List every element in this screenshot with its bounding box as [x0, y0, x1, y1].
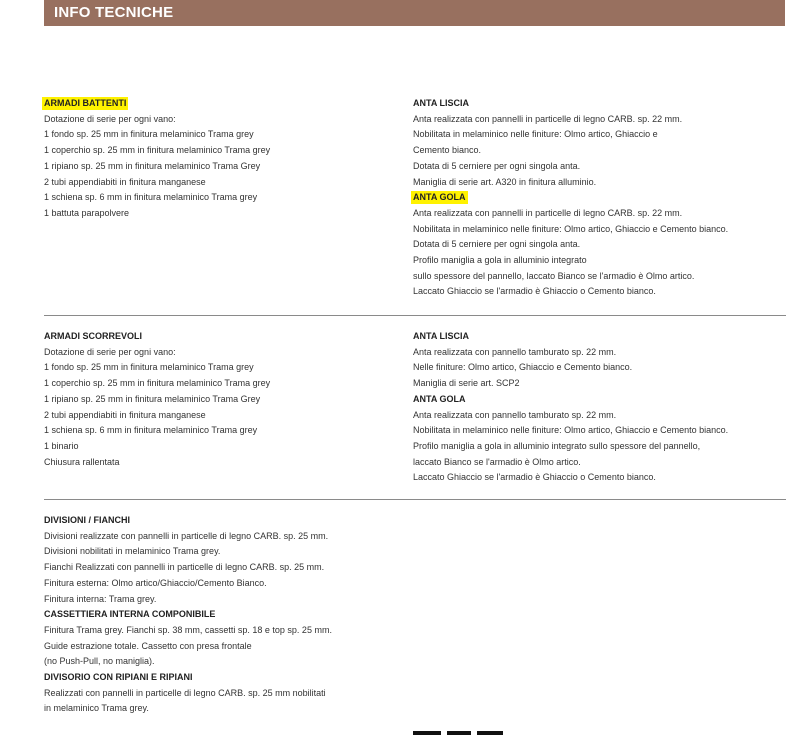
- text-line: Dotata di 5 cerniere per ogni singola anta.: [413, 160, 581, 171]
- text-line: Finitura interna: Trama grey.: [44, 593, 157, 604]
- text-line: Fianchi Realizzati con pannelli in particelle di legno CARB. sp. 25 mm.: [44, 562, 325, 573]
- armadi-battenti-block: [44, 96, 270, 222]
- text-line: Cemento bianco.: [413, 145, 482, 156]
- logo-fragment: [413, 729, 503, 735]
- text-line: Nelle finiture: Olmo artico, Ghiaccio e Cemento bianco.: [413, 362, 633, 373]
- page-title: INFO TECNICHE: [54, 4, 174, 21]
- text-line: Chiusura rallentata: [44, 456, 120, 467]
- text-line: Maniglia di serie art. A320 in finitura alluminio.: [413, 176, 597, 187]
- ante-scorrevoli-block: [413, 329, 728, 486]
- text-line: 1 coperchio sp. 25 mm in finitura melaminico Trama grey: [44, 378, 271, 389]
- text-line: Finitura Trama grey. Fianchi sp. 38 mm, cassetti sp. 18 e top sp. 25 mm.: [44, 624, 332, 635]
- text-line: Guide estrazione totale. Cassetto con presa frontale: [44, 640, 252, 651]
- section-divider: [44, 315, 786, 316]
- text-line: Profilo maniglia a gola in alluminio integrato: [413, 255, 587, 266]
- divisorio-heading: DIVISORIO CON RIPIANI E RIPIANI: [44, 672, 193, 683]
- logo-stroke: [477, 731, 503, 735]
- text-line: Realizzati con pannelli in particelle di legno CARB. sp. 25 mm nobilitati: [44, 687, 326, 698]
- text-line: Divisioni realizzate con pannelli in particelle di legno CARB. sp. 25 mm.: [44, 530, 329, 541]
- text-line: Laccato Ghiaccio se l'armadio è Ghiaccio o Cemento bianco.: [413, 286, 656, 297]
- header-bar: [44, 0, 785, 26]
- text-line: 1 schiena sp. 6 mm in finitura melaminico Trama grey: [44, 192, 258, 203]
- anta-liscia-heading: ANTA LISCIA: [413, 98, 469, 108]
- text-line: in melaminico Trama grey.: [44, 703, 149, 714]
- highlight-marker: ANTA GOLA: [413, 192, 466, 203]
- text-line: 1 fondo sp. 25 mm in finitura melaminico Trama grey: [44, 129, 254, 140]
- text-line: Laccato Ghiaccio se l'armadio è Ghiaccio o Cemento bianco.: [413, 472, 656, 483]
- text-line: Anta realizzata con pannello tamburato sp. 22 mm.: [413, 409, 617, 420]
- text-line: Anta realizzata con pannelli in particelle di legno CARB. sp. 22 mm.: [413, 207, 683, 218]
- logo-stroke: [413, 731, 441, 735]
- text-line: laccato Bianco se l'armadio è Olmo artico.: [413, 456, 581, 467]
- text-line: Nobilitata in melaminico nelle finiture: Olmo artico, Ghiaccio e Cemento bianco.: [413, 425, 729, 436]
- text-line: Dotata di 5 cerniere per ogni singola anta.: [413, 239, 581, 250]
- text-line: 2 tubi appendiabiti in finitura manganese: [44, 176, 206, 187]
- text-line: 1 ripiano sp. 25 mm in finitura melaminico Trama Grey: [44, 160, 261, 171]
- text-line: Finitura esterna: Olmo artico/Ghiaccio/Cemento Bianco.: [44, 577, 267, 588]
- armadi-scorrevoli-heading: ARMADI SCORREVOLI: [44, 331, 143, 341]
- text-line: Anta realizzata con pannelli in particelle di legno CARB. sp. 22 mm.: [413, 113, 683, 124]
- anta-gola-heading: [413, 190, 728, 206]
- text-line: 1 ripiano sp. 25 mm in finitura melaminico Trama Grey: [44, 393, 261, 404]
- armadi-scorrevoli-block: [44, 329, 270, 470]
- text-line: Anta realizzata con pannello tamburato sp. 22 mm.: [413, 346, 617, 357]
- text-line: Dotazione di serie per ogni vano:: [44, 113, 176, 124]
- text-line: Profilo maniglia a gola in alluminio integrato sullo spessore del pannello,: [413, 440, 701, 451]
- text-line: 2 tubi appendiabiti in finitura manganese: [44, 409, 206, 420]
- section-divider: [44, 499, 786, 500]
- logo-stroke: [447, 731, 471, 735]
- text-line: Divisioni nobilitati in melaminico Trama grey.: [44, 546, 221, 557]
- text-line: Nobilitata in melaminico nelle finiture: Olmo artico, Ghiaccio e: [413, 129, 658, 140]
- armadi-battenti-heading: [44, 96, 270, 112]
- text-line: 1 battuta parapolvere: [44, 207, 130, 218]
- ante-battenti-block: [413, 96, 728, 300]
- text-line: Nobilitata in melaminico nelle finiture: Olmo artico, Ghiaccio e Cemento bianco.: [413, 223, 729, 234]
- anta-liscia-heading: ANTA LISCIA: [413, 331, 469, 341]
- text-line: 1 binario: [44, 440, 79, 451]
- text-line: Dotazione di serie per ogni vano:: [44, 346, 176, 357]
- divisioni-block: [44, 513, 332, 717]
- divisioni-fianchi-heading: DIVISIONI / FIANCHI: [44, 515, 131, 525]
- cassettiera-heading: CASSETTIERA INTERNA COMPONIBILE: [44, 609, 216, 620]
- text-line: (no Push-Pull, no maniglia).: [44, 656, 155, 667]
- text-line: 1 coperchio sp. 25 mm in finitura melaminico Trama grey: [44, 145, 271, 156]
- text-line: Maniglia di serie art. SCP2: [413, 378, 520, 389]
- highlight-marker: ARMADI BATTENTI: [44, 98, 127, 108]
- text-line: 1 schiena sp. 6 mm in finitura melaminico Trama grey: [44, 425, 258, 436]
- text-line: sullo spessore del pannello, laccato Bianco se l'armadio è Olmo artico.: [413, 270, 695, 281]
- anta-gola-heading: ANTA GOLA: [413, 393, 466, 404]
- text-line: 1 fondo sp. 25 mm in finitura melaminico Trama grey: [44, 362, 254, 373]
